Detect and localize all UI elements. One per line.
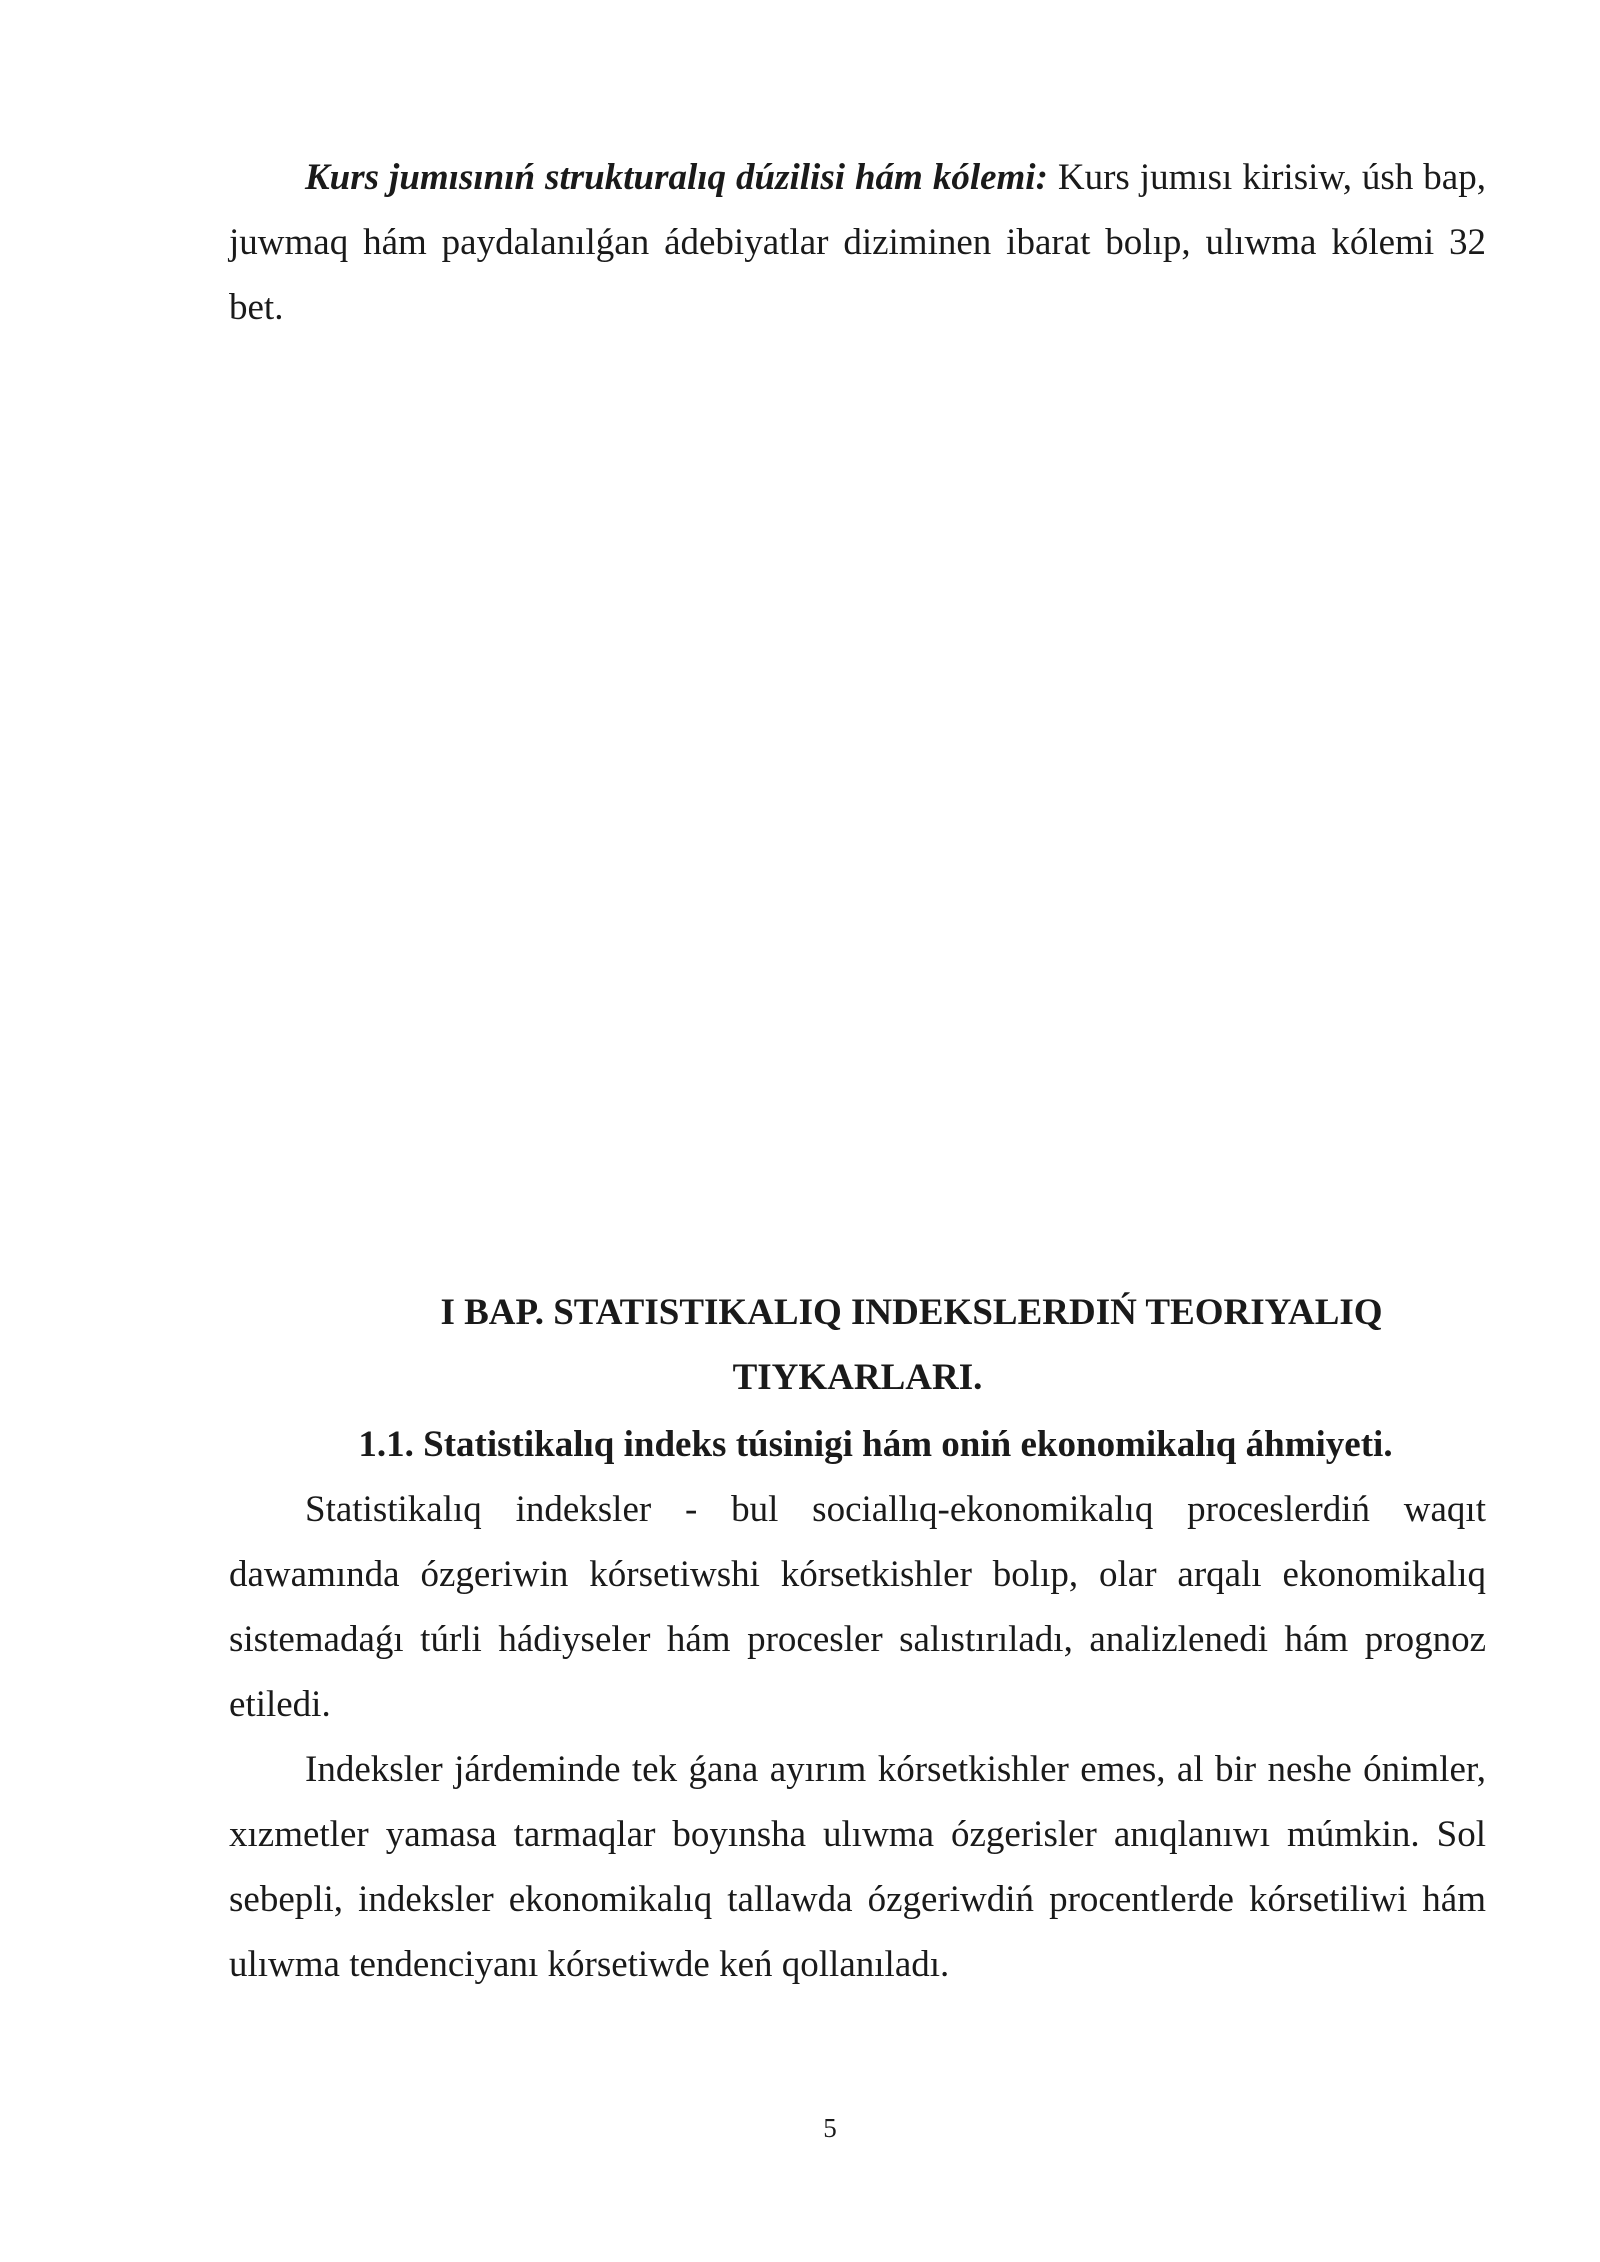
section-title: 1.1. Statistikalıq indeks túsinigi hám oniń ekonomikalıq áhmiyeti. [358, 1424, 1393, 1465]
intro-paragraph [229, 145, 1486, 340]
paragraph-2: Indeksler járdeminde tek ǵana ayırım kórsetkishler emes, al bir neshe ónimler, xızmetler yamasa tarmaqlar boyınsha ulıwma ózgerisler anıqlanıwı múmkin. Sol sebepli, indeksler ekonomikalıq tallawda ózgeriwdiń procentlerde kórsetiliwi hám ulıwma tendenciyanı kórsetiwde keń qollanıladı. [229, 1749, 1486, 1985]
page-number: 5 [823, 2113, 837, 2143]
chapter-title-line2: TIYKARLARI. [732, 1357, 983, 1398]
paragraph-1: Statistikalıq indeksler - bul sociallıq-ekonomikalıq proceslerdiń waqıt dawamında ózgeriwin kórsetiwshi kórsetkishler bolıp, olar arqalı ekonomikalıq sistemadaǵı túrli hádiyseler hám procesler salıstırıladı, analizlenedi hám prognoz etiledi. [229, 1489, 1486, 1725]
intro-lead: Kurs jumısınıń strukturalıq dúzilisi hám kólemi: [305, 157, 1048, 198]
intro-text: Kurs jumısı kirisiw, úsh bap, juwmaq hám paydalanılǵan ádebiyatlar diziminen ibarat bolıp, ulıwma kólemi 32 bet. [229, 157, 1486, 328]
body-text [229, 1477, 1486, 1997]
chapter-title [229, 1280, 1486, 1410]
chapter-title-line1: I BAP. STATISTIKALIQ INDEKSLERDIŃ TEORIYALIQ [440, 1292, 1383, 1333]
